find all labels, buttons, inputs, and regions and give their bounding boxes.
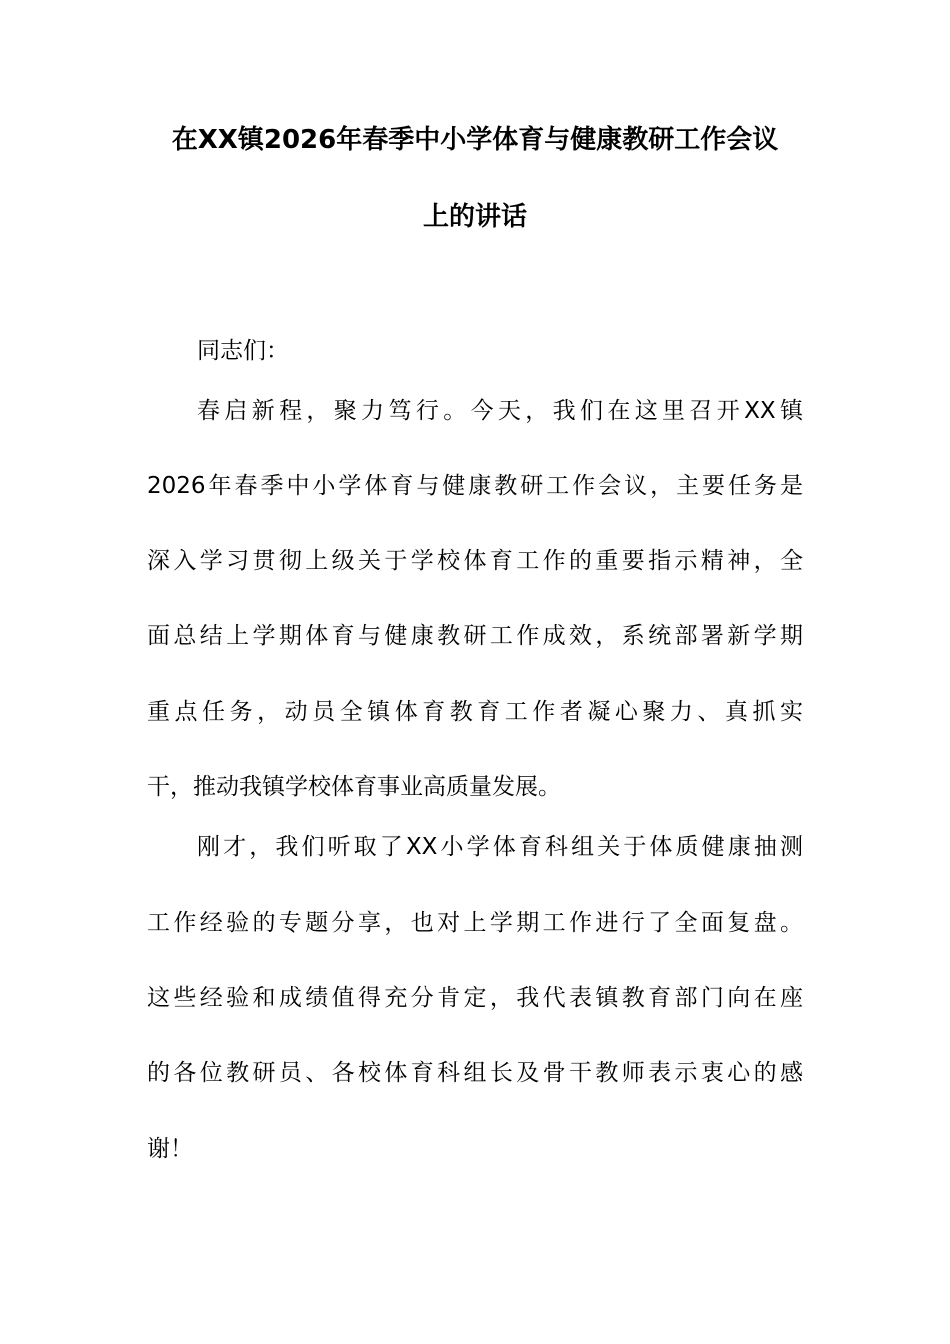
paragraph-1-line-4: 面总结上学期体育与健康教研工作成效，系统部署新学期 [147, 623, 803, 649]
paragraph-2-line-1: 刚才，我们听取了XX小学体育科组关于体质健康抽测 [197, 834, 803, 860]
paragraph-2-line-3: 这些经验和成绩值得充分肯定，我代表镇教育部门向在座 [147, 985, 803, 1011]
paragraph-2-line-4: 的各位教研员、各校体育科组长及骨干教师表示衷心的感 [147, 1060, 803, 1086]
paragraph-1-line-3: 深入学习贯彻上级关于学校体育工作的重要指示精神，全 [147, 548, 803, 574]
paragraph-1-line-5: 重点任务，动员全镇体育教育工作者凝心聚力、真抓实 [147, 699, 803, 725]
paragraph-2-line-5: 谢！ [147, 1136, 193, 1162]
document-title-line-2: 上的讲话 [422, 202, 527, 232]
paragraph-1-line-1: 春启新程，聚力笃行。今天，我们在这里召开XX镇 [197, 398, 803, 424]
salutation: 同志们： [197, 338, 289, 364]
paragraph-2-line-2: 工作经验的专题分享，也对上学期工作进行了全面复盘。 [147, 910, 803, 936]
paragraph-1-line-2: 2026年春季中小学体育与健康教研工作会议，主要任务是 [147, 473, 803, 499]
paragraph-1-line-6: 干，推动我镇学校体育事业高质量发展。 [147, 774, 561, 800]
document-title-line-1: 在XX镇2026年春季中小学体育与健康教研工作会议 [171, 125, 779, 155]
